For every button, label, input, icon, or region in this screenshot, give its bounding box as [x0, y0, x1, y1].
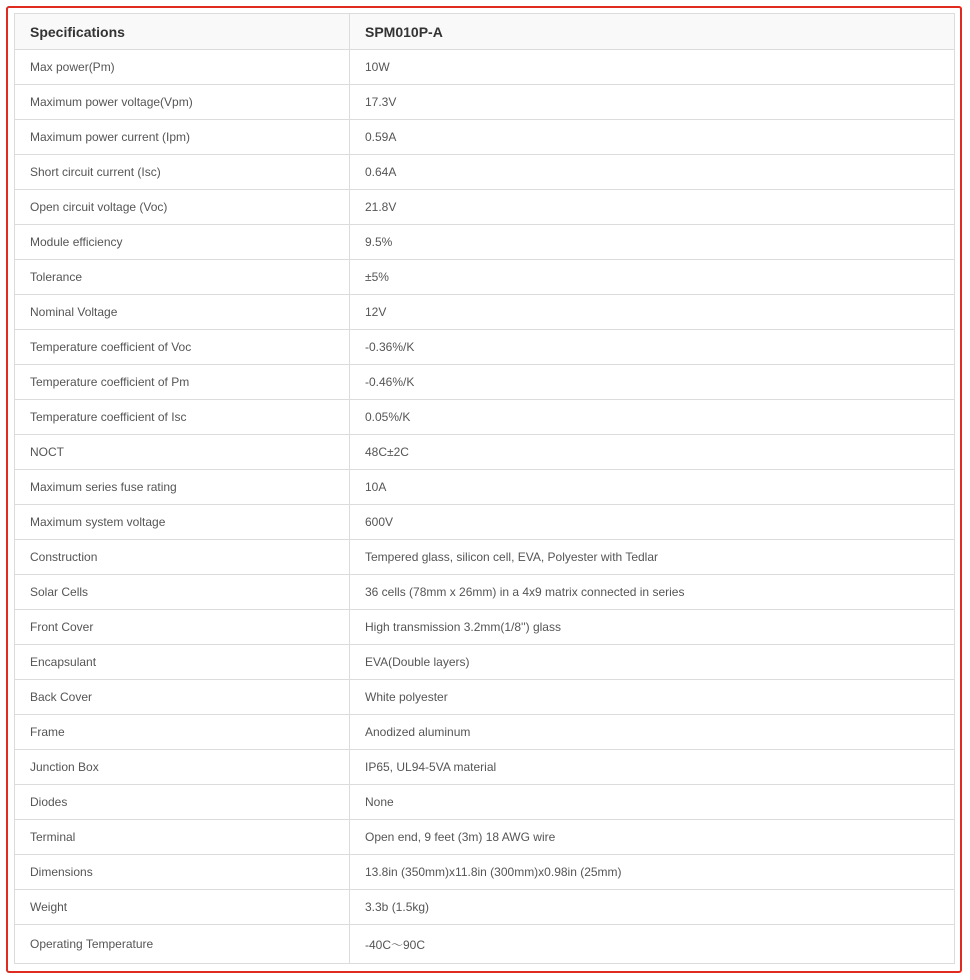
table-row [15, 645, 955, 680]
table-row [15, 715, 955, 750]
table-header-row [15, 14, 955, 50]
table-row [15, 680, 955, 715]
table-row [15, 750, 955, 785]
spec-label: Tolerance [15, 260, 350, 295]
spec-value: Anodized aluminum [350, 715, 955, 750]
spec-label: Nominal Voltage [15, 295, 350, 330]
spec-label: Weight [15, 890, 350, 925]
table-body [15, 50, 955, 964]
spec-value: High transmission 3.2mm(1/8'') glass [350, 610, 955, 645]
spec-label: Operating Temperature [15, 925, 350, 964]
spec-label: Frame [15, 715, 350, 750]
spec-label: Open circuit voltage (Voc) [15, 190, 350, 225]
spec-value: Tempered glass, silicon cell, EVA, Polyester with Tedlar [350, 540, 955, 575]
spec-value: Open end, 9 feet (3m) 18 AWG wire [350, 820, 955, 855]
table-row [15, 925, 955, 964]
table-row [15, 400, 955, 435]
spec-value: 0.64A [350, 155, 955, 190]
spec-label: Terminal [15, 820, 350, 855]
table-row [15, 330, 955, 365]
table-row [15, 505, 955, 540]
spec-label: Maximum power voltage(Vpm) [15, 85, 350, 120]
table-row [15, 820, 955, 855]
spec-value: -0.36%/K [350, 330, 955, 365]
spec-label: Maximum power current (Ipm) [15, 120, 350, 155]
table-row [15, 85, 955, 120]
spec-value: 12V [350, 295, 955, 330]
table-row [15, 190, 955, 225]
spec-value: 48C±2C [350, 435, 955, 470]
spec-value: 10W [350, 50, 955, 85]
spec-value: 600V [350, 505, 955, 540]
table-row [15, 225, 955, 260]
spec-label: Maximum system voltage [15, 505, 350, 540]
spec-value: ±5% [350, 260, 955, 295]
spec-label: Module efficiency [15, 225, 350, 260]
spec-label: Diodes [15, 785, 350, 820]
spec-label: NOCT [15, 435, 350, 470]
spec-label: Temperature coefficient of Voc [15, 330, 350, 365]
table-row [15, 890, 955, 925]
table-row [15, 470, 955, 505]
spec-value: -40C～90C [350, 925, 955, 964]
spec-label: Max power(Pm) [15, 50, 350, 85]
spec-value: 17.3V [350, 85, 955, 120]
spec-value: 0.05%/K [350, 400, 955, 435]
spec-label: Short circuit current (Isc) [15, 155, 350, 190]
table-row [15, 295, 955, 330]
table-row [15, 260, 955, 295]
spec-value: 21.8V [350, 190, 955, 225]
table-row [15, 785, 955, 820]
table-row [15, 610, 955, 645]
spec-value: 3.3b (1.5kg) [350, 890, 955, 925]
table-row [15, 435, 955, 470]
header-specifications: Specifications [15, 14, 350, 50]
table-row [15, 855, 955, 890]
spec-value: White polyester [350, 680, 955, 715]
spec-label: Junction Box [15, 750, 350, 785]
spec-label: Maximum series fuse rating [15, 470, 350, 505]
spec-value: 13.8in (350mm)x11.8in (300mm)x0.98in (25mm) [350, 855, 955, 890]
spec-value: IP65, UL94-5VA material [350, 750, 955, 785]
spec-label: Construction [15, 540, 350, 575]
specifications-table [14, 13, 955, 964]
table-row [15, 540, 955, 575]
spec-value: -0.46%/K [350, 365, 955, 400]
spec-value: EVA(Double layers) [350, 645, 955, 680]
table-row [15, 365, 955, 400]
spec-value: 10A [350, 470, 955, 505]
spec-label: Temperature coefficient of Isc [15, 400, 350, 435]
table-row [15, 155, 955, 190]
spec-label: Solar Cells [15, 575, 350, 610]
header-model: SPM010P-A [350, 14, 955, 50]
spec-label: Front Cover [15, 610, 350, 645]
spec-value: 0.59A [350, 120, 955, 155]
table-row [15, 575, 955, 610]
table-row [15, 120, 955, 155]
spec-value: 9.5% [350, 225, 955, 260]
spec-label: Temperature coefficient of Pm [15, 365, 350, 400]
spec-label: Dimensions [15, 855, 350, 890]
table-row [15, 50, 955, 85]
spec-label: Back Cover [15, 680, 350, 715]
spec-label: Encapsulant [15, 645, 350, 680]
spec-value: None [350, 785, 955, 820]
spec-value: 36 cells (78mm x 26mm) in a 4x9 matrix connected in series [350, 575, 955, 610]
